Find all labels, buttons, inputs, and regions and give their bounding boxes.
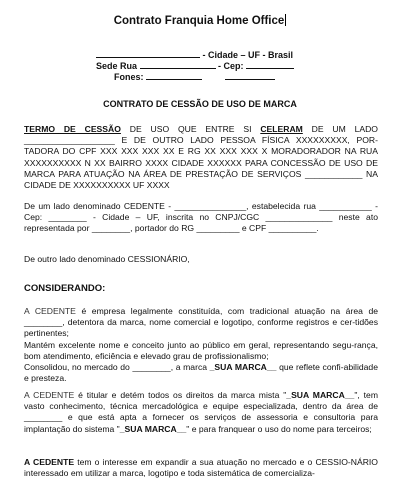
clause2-bold: A CEDENTE (24, 390, 75, 400)
clause-cedente-1: A CEDENTE é empresa legalmente constituída, com tradicional atuação na área de ________, detentora da marca, nome comercial e logotipo, conforme registros e cer-tidões pertinentes; Mantém excelente nome e conceito junto ao público em geral, representando segu-rança, bom atendimento, eficiência e elevado grau de profissionalismo; Consolidou, no mercado do ________, a marca _SUA MARCA__ que reflete confi-abilidade e presteza. (24, 306, 378, 384)
blank-field (146, 71, 202, 80)
title-line (0, 14, 400, 27)
termo-body: DE UM LADO ___________________ E DE OUTRO LADO PESSOA FÍSICA XXXXXXXXX, POR-TADORA DO CPF XXX XXX XXX XX E RG XX XXX XXX X MORADORADOR NA RUA XXXXXXXXXX N XX BAIRRO XXXX CIDADE XXXXXX PARA CONCESSÃO DE USO DE MARCA PARA ATUAÇÃO NA ÁREA DE PRESTAÇÃO DE SERVIÇOS ____________ NA CIDADE DE XXXXXXXXXX UF XXXX (24, 124, 378, 191)
clause-cedente-3: A CEDENTE tem o interesse em expandir a sua atuação no mercado e o CESSIO-NÁRIO interessado em utilizar a marca, logotipo e toda sistemática de comercializa- (24, 457, 378, 479)
cep-label: - Cep: (218, 61, 244, 71)
clause1-bold: A CEDENTE (24, 306, 76, 316)
clause-cedente-2: A CEDENTE é titular e detém todos os direitos da marca mista "_SUA MARCA__", tem vasto conhecimento, técnica mercadológica e equipe especializada, dentro da área de ________ e que está apta a fornecer os serviços de assessoria e consultoria para implantação do sistema "_SUA MARCA__" e para franquear o uso do nome para terceiros; (24, 390, 378, 434)
contract-heading: CONTRATO DE CESSÃO DE USO DE MARCA (103, 99, 297, 109)
clause1-p2: Mantém excelente nome e conceito junto ao público em geral, representando segu-rança, bom atendimento, eficiência e elevado grau de profissionalismo; (24, 339, 378, 361)
fones-label: Fones: (114, 72, 144, 82)
brand-mark-2: _SUA MARCA__ (286, 390, 355, 400)
sede-label: Sede Rua (96, 61, 138, 71)
blank-field (225, 71, 275, 80)
cedente-paragraph: De um lado denominado CEDENTE - _______________, estabelecida rua ___________ - Cep: ________ - Cidade – UF, inscrita no CNPJ/CGC ______________ neste ato representada por ________, portador do RG _________ e CPF __________. (24, 201, 378, 234)
text-cursor (285, 14, 286, 26)
termo-celeram: CELERAM (260, 124, 303, 134)
termo-title: TERMO DE CESSÃO (24, 124, 121, 134)
considerando-heading: CONSIDERANDO: (24, 283, 106, 294)
cessionario-paragraph: De outro lado denominado CESSIONÁRIO, (24, 254, 190, 264)
brand-mark-1: _SUA MARCA__ (209, 362, 277, 373)
brand-mark-3: _SUA MARCA__ (119, 423, 187, 434)
blank-field (246, 60, 294, 69)
clause3-bold: A CEDENTE (24, 457, 75, 467)
blank-field (96, 49, 200, 58)
city-uf-text: - Cidade – UF - Brasil (202, 50, 294, 60)
document-title[interactable]: Contrato Franquia Home Office (113, 15, 285, 27)
blank-field (140, 60, 216, 69)
termo-paragraph: TERMO DE CESSÃO DE USO QUE ENTRE SI CELERAM DE UM LADO ___________________ E DE OUTRO LADO PESSOA FÍSICA XXXXXXXXX, POR-TADORA DO CPF XXX XXX XXX XX E RG XX XXX XXX X MORADORADOR NA RUA XXXXXXXXXX N XX BAIRRO XXXX CIDADE XXXXXX PARA CONCESSÃO DE USO DE MARCA PARA ATUAÇÃO NA ÁREA DE PRESTAÇÃO DE SERVIÇOS ____________ NA CIDADE DE XXXXXXXXXX UF XXXX (24, 124, 378, 191)
address-line-fones (114, 71, 275, 83)
